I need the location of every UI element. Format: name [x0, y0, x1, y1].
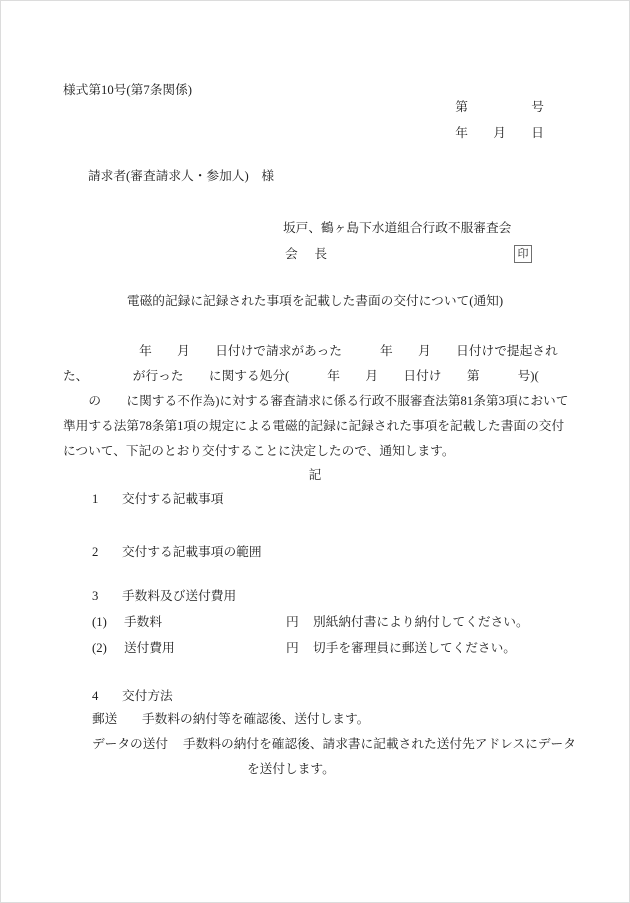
fee-label: 送付費用: [124, 641, 175, 655]
seal-stamp: 印: [514, 245, 532, 263]
ki-marker: 記: [308, 468, 322, 482]
list-item-number: 1: [92, 492, 99, 506]
fee-note: 切手を審理員に郵送してください。: [313, 641, 516, 655]
list-item-number: 3: [92, 589, 99, 603]
method-row-postal: [92, 707, 369, 732]
method-description: 手数料の納付等を確認後、送付します。: [142, 712, 370, 726]
method-description: 手数料の納付を確認後、請求書に記載された送付先アドレスにデータ: [183, 737, 576, 751]
body-line: た、 が行った に関する処分( 年 月 日付け 第 号)(: [63, 369, 539, 383]
body-line: 準用する法第78条第1項の規定による電磁的記録に記録された事項を記載した書面の交付: [63, 419, 565, 433]
fee-unit: 円: [286, 641, 299, 655]
body-paragraph: [63, 339, 567, 464]
list-item-2: [92, 540, 262, 565]
list-item-label: 交付する記載事項: [122, 492, 224, 506]
body-line: 年 月 日付けで請求があった 年 月 日付けで提起され: [63, 344, 558, 358]
method-label: データの送付: [92, 737, 169, 751]
method-row-data: [92, 732, 576, 757]
method-label: 郵送: [92, 712, 118, 726]
list-item-label: 手数料及び送付費用: [122, 589, 237, 603]
fee-row-2: [92, 636, 516, 661]
list-item-4: [92, 684, 173, 709]
list-item-number: 2: [92, 545, 99, 559]
fee-number: (2): [92, 641, 107, 655]
list-item-label: 交付方法: [122, 689, 173, 703]
document-number-line: 第 号: [455, 100, 544, 114]
method-description-continued: を送付します。: [247, 762, 335, 776]
fee-label: 手数料: [124, 615, 163, 629]
fee-number: (1): [92, 615, 107, 629]
date-line: 年 月 日: [455, 126, 544, 140]
form-number: 様式第10号(第7条関係): [63, 83, 192, 97]
issuer-title: 会 長: [285, 247, 330, 261]
addressee-line: 請求者(審査請求人・参加人) 様: [88, 169, 275, 183]
list-item-1: [92, 487, 224, 512]
subject-title: 電磁的記録に記録された事項を記載した書面の交付について(通知): [126, 294, 504, 308]
list-item-3: [92, 584, 236, 609]
fee-note: 別紙納付書により納付してください。: [313, 615, 529, 629]
list-item-number: 4: [92, 689, 99, 703]
fee-unit: 円: [286, 615, 299, 629]
list-item-label: 交付する記載事項の範囲: [122, 545, 262, 559]
body-line: について、下記のとおり交付することに決定したので、通知します。: [63, 444, 455, 458]
fee-row-1: [92, 610, 529, 635]
issuer-organization: 坂戸、鶴ヶ島下水道組合行政不服審査会: [283, 221, 512, 235]
body-line: の に関する不作為)に対する審査請求に係る行政不服審査法第81条第3項において: [63, 394, 569, 408]
